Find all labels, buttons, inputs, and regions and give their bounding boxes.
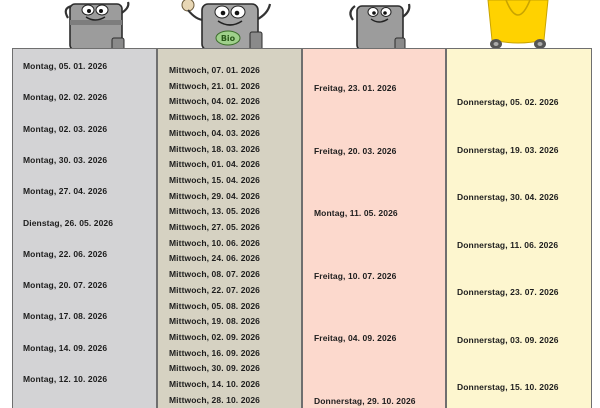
restmuell-header <box>58 0 138 50</box>
biomuell-date: Mittwoch, 30. 09. 2026 <box>169 363 261 374</box>
papier-date: Freitag, 10. 07. 2026 <box>314 270 397 281</box>
papier-column <box>302 48 446 408</box>
bio-label: Bio <box>220 34 236 43</box>
biomuell-date: Mittwoch, 21. 01. 2026 <box>169 80 261 91</box>
gelb-date: Donnerstag, 23. 07. 2026 <box>457 287 559 297</box>
header-illustrations <box>0 0 600 50</box>
yellow-bin-icon <box>478 0 558 50</box>
biomuell-date: Mittwoch, 05. 08. 2026 <box>169 300 261 311</box>
biomuell-date: Mittwoch, 04. 02. 2026 <box>169 96 261 107</box>
biomuell-date: Mittwoch, 10. 06. 2026 <box>169 237 261 248</box>
restmuell-date: Montag, 02. 02. 2026 <box>23 92 108 103</box>
gelb-date: Donnerstag, 30. 04. 2026 <box>457 192 559 202</box>
papier-date: Montag, 11. 05. 2026 <box>314 208 398 218</box>
bio-bin-mascot-icon <box>170 0 290 50</box>
biomuell-date: Mittwoch, 19. 08. 2026 <box>169 316 261 327</box>
gelb-date: Donnerstag, 15. 10. 2026 <box>457 382 559 392</box>
papier-date: Donnerstag, 29. 10. 2026 <box>314 395 416 406</box>
restmuell-date: Montag, 20. 07. 2026 <box>23 280 108 291</box>
biomuell-date: Mittwoch, 18. 03. 2026 <box>169 143 261 154</box>
papier-date: Freitag, 04. 09. 2026 <box>314 333 397 343</box>
biomuell-date: Mittwoch, 16. 09. 2026 <box>169 347 261 358</box>
biomuell-date: Mittwoch, 27. 05. 2026 <box>169 222 261 232</box>
restmuell-date: Montag, 17. 08. 2026 <box>23 311 108 322</box>
restmuell-date: Montag, 05. 01. 2026 <box>23 61 108 71</box>
restmuell-date: Montag, 02. 03. 2026 <box>23 123 108 134</box>
gelb-date: Donnerstag, 11. 06. 2026 <box>457 239 559 250</box>
biomuell-date: Mittwoch, 24. 06. 2026 <box>169 253 261 264</box>
restmuell-date: Dienstag, 26. 05. 2026 <box>23 217 114 228</box>
biomuell-date: Mittwoch, 18. 02. 2026 <box>169 112 261 123</box>
restmuell-date: Montag, 30. 03. 2026 <box>23 154 108 165</box>
biomuell-date: Mittwoch, 07. 01. 2026 <box>169 65 261 75</box>
biomuell-date: Mittwoch, 04. 03. 2026 <box>169 127 261 138</box>
gelb-date: Donnerstag, 19. 03. 2026 <box>457 144 559 155</box>
collection-schedule-table <box>12 48 592 408</box>
grey-bin-mascot-icon <box>345 0 415 50</box>
grey-bin-mascot-icon <box>58 0 138 50</box>
papier-date: Freitag, 23. 01. 2026 <box>314 83 397 93</box>
restmuell-date: Montag, 12. 10. 2026 <box>23 374 108 384</box>
biomuell-date: Mittwoch, 14. 10. 2026 <box>169 379 261 389</box>
biomuell-date: Mittwoch, 13. 05. 2026 <box>169 206 261 217</box>
papier-header <box>345 0 415 50</box>
restmuell-date: Montag, 27. 04. 2026 <box>23 186 108 197</box>
gelb-date: Donnerstag, 05. 02. 2026 <box>457 97 559 107</box>
biomuell-date: Mittwoch, 22. 07. 2026 <box>169 284 261 295</box>
restmuell-date: Montag, 14. 09. 2026 <box>23 342 108 353</box>
papier-date: Freitag, 20. 03. 2026 <box>314 145 397 156</box>
biomuell-date: Mittwoch, 15. 04. 2026 <box>169 174 261 185</box>
gelb-date: Donnerstag, 03. 09. 2026 <box>457 334 559 345</box>
biomuell-header <box>170 0 290 50</box>
gelb-column <box>446 48 592 408</box>
biomuell-date: Mittwoch, 29. 04. 2026 <box>169 190 261 201</box>
gelb-header <box>478 0 558 50</box>
restmuell-column <box>12 48 157 408</box>
biomuell-date: Mittwoch, 01. 04. 2026 <box>169 159 261 170</box>
biomuell-date: Mittwoch, 08. 07. 2026 <box>169 269 261 280</box>
biomuell-date: Mittwoch, 02. 09. 2026 <box>169 331 261 342</box>
biomuell-column <box>157 48 302 408</box>
biomuell-date: Mittwoch, 28. 10. 2026 <box>169 394 261 405</box>
restmuell-date: Montag, 22. 06. 2026 <box>23 248 108 259</box>
